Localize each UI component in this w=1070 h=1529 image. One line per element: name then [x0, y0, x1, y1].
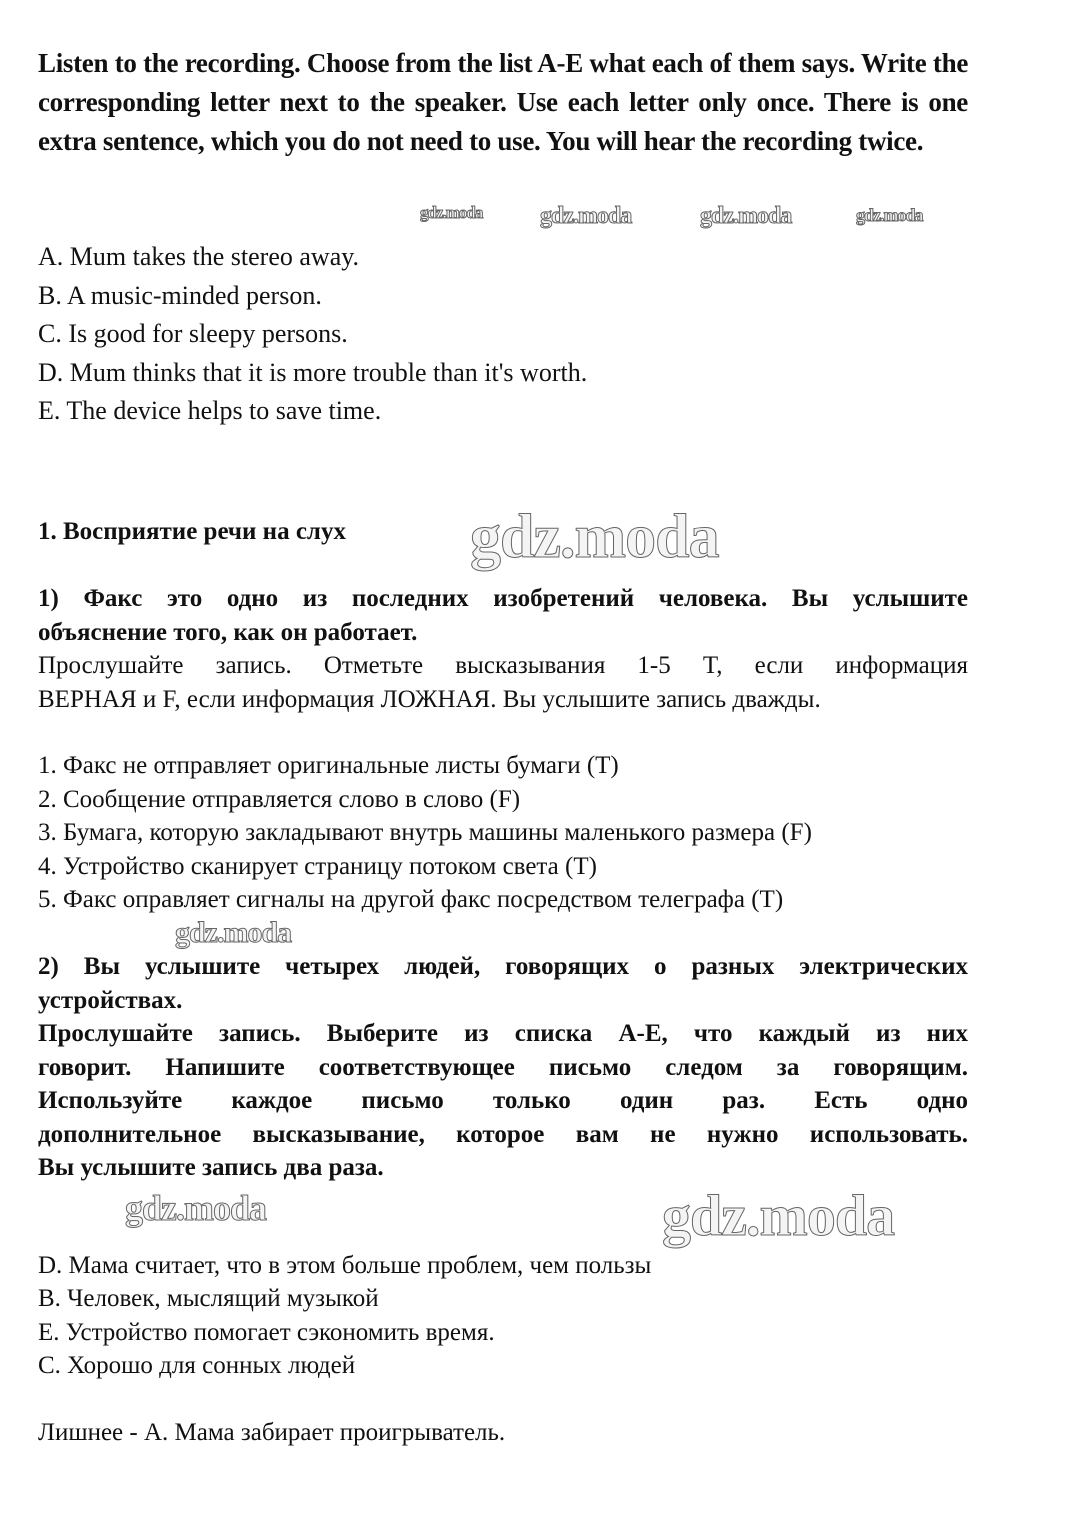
task2-heading-line: 2) Вы услышите четырех людей, говорящих о разных электрических: [38, 953, 968, 980]
task1: [38, 582, 968, 917]
section-title: 1. Восприятие речи на слух: [38, 518, 346, 545]
task2-answer: D. Мама считает, что в этом больше проблем, чем пользы: [38, 1251, 652, 1279]
watermark: gdz.moda: [175, 916, 292, 949]
task2-answer: E. Устройство помогает сэкономить время.: [38, 1318, 495, 1346]
task1-item: 1. Факс не отправляет оригинальные листы бумаги (T): [38, 752, 619, 779]
task1-instruction-line: ВЕРНАЯ и F, если информация ЛОЖНАЯ. Вы услышите запись дважды.: [38, 685, 821, 713]
task1-item: 2. Сообщение отправляется слово в слово (F): [38, 785, 521, 813]
task2-heading-line: устройствах.: [38, 986, 183, 1014]
watermark: gdz.moda: [856, 205, 923, 225]
option-b: B. A music-minded person.: [38, 280, 322, 310]
watermark: gdz.moda: [125, 1188, 267, 1228]
watermark: gdz.moda: [420, 203, 483, 222]
task1-instruction-line: Прослушайте запись. Отметьте высказывания 1-5 T, если информация: [38, 652, 968, 679]
option-c: C. Is good for sleepy persons.: [38, 319, 348, 348]
options-list: [38, 238, 968, 431]
task1-item: 5. Факс оправляет сигналы на другой факс посредством телеграфа (T): [38, 886, 784, 913]
task1-item: 4. Устройство сканирует страницу потоком света (T): [38, 852, 597, 880]
task2-instruction-line: Используйте каждое письмо только один раз. Есть одно: [38, 1087, 968, 1114]
watermark: gdz.moda: [700, 203, 792, 229]
task1-item: 3. Бумага, которую закладывают внутрь машины маленького размера (F): [38, 819, 812, 846]
task2-answer: C. Хорошо для сонных людей: [38, 1352, 356, 1379]
watermark: gdz.moda: [662, 1183, 895, 1248]
watermark: gdz.moda: [540, 203, 632, 229]
option-a: A. Mum takes the stereo away.: [38, 242, 360, 271]
task2-answer: B. Человек, мыслящий музыкой: [38, 1285, 379, 1312]
task1-heading-line: 1) Факс это одно из последних изобретений человека. Вы услышите: [38, 585, 968, 612]
task2-instruction-line: дополнительное высказывание, которое вам не нужно использовать.: [38, 1120, 968, 1148]
option-d: D. Mum thinks that it is more trouble than it's worth.: [38, 357, 588, 387]
task2-instruction-line: Прослушайте запись. Выберите из списка А-Е, что каждый из них: [38, 1020, 968, 1047]
task2-instruction-line: Вы услышите запись два раза.: [38, 1154, 384, 1181]
watermark: gdz.moda: [470, 503, 719, 571]
task2-instruction-line: говорит. Напишите соответствующее письмо следом за говорящим.: [38, 1053, 968, 1081]
option-e: E. The device helps to save time.: [38, 396, 382, 425]
task2-extra: Лишнее - А. Мама забирает проигрыватель.: [38, 1418, 506, 1446]
task1-heading-line: объяснение того, как он работает.: [38, 618, 418, 646]
intro-instructions: Listen to the recording. Choose from the list A-E what each of them says. Write the corresponding letter next to the speaker. Use each letter only once. There is one extra sentence, which you do not need to use. You will hear the recording twice.: [38, 48, 968, 156]
